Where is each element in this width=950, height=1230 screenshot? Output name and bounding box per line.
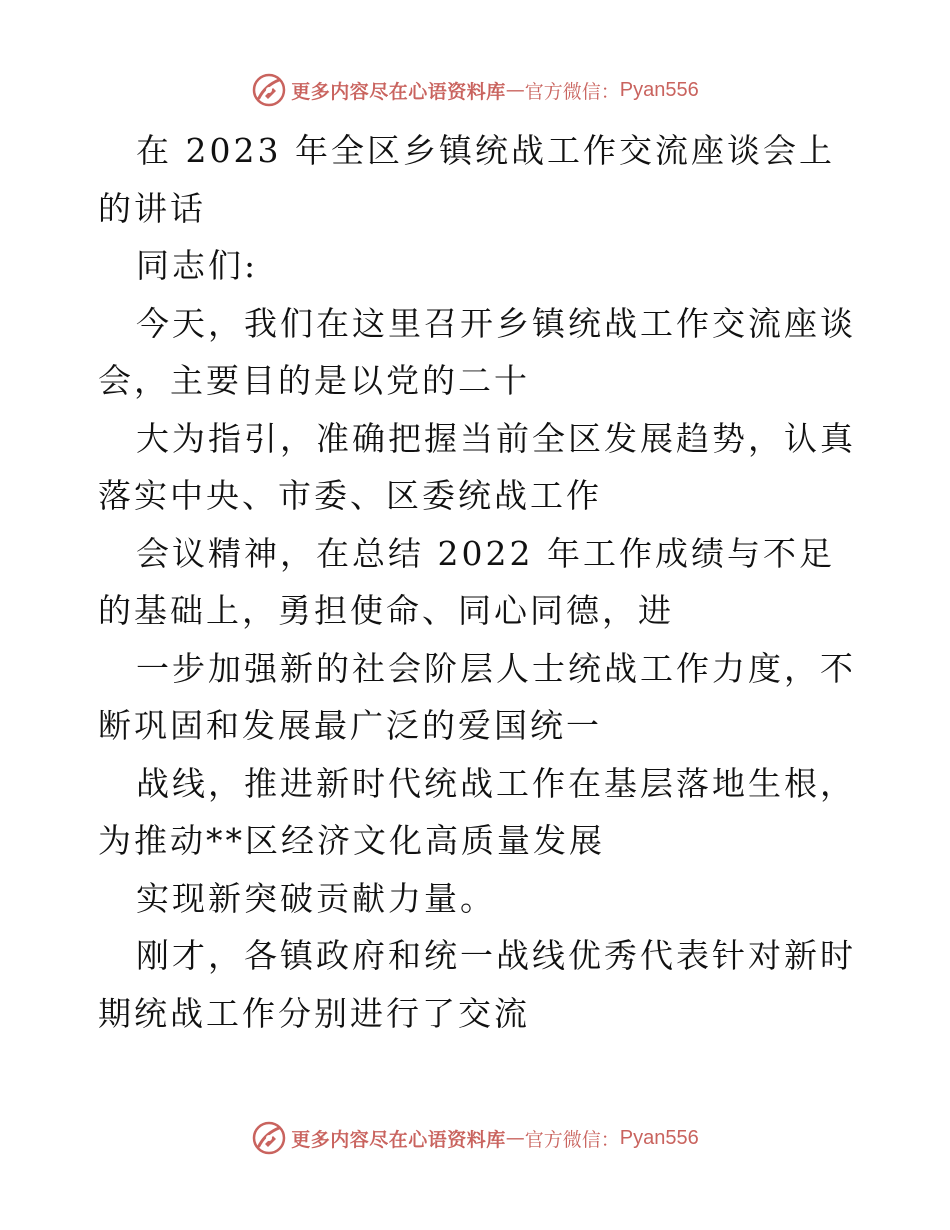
paragraph: 今天，我们在这里召开乡镇统战工作交流座谈会，主要目的是以党的二十 — [98, 303, 856, 400]
watermark-separator: — — [505, 79, 525, 101]
paragraph: 实现新突破贡献力量。 — [136, 878, 496, 918]
document-body — [98, 122, 858, 1042]
header-watermark — [0, 70, 950, 110]
pen-logo-icon — [251, 72, 287, 108]
footer-watermark-row — [251, 1120, 699, 1156]
paragraph: 大为指引，准确把握当前全区发展趋势，认真落实中央、市委、区委统战工作 — [98, 418, 856, 515]
paragraph: 一步加强新的社会阶层人士统战工作力度，不断巩固和发展最广泛的爱国统一 — [98, 648, 856, 745]
paragraph-salutation: 同志们: — [136, 246, 259, 285]
paragraph: 刚才，各镇政府和统一战线优秀代表针对新时期统战工作分别进行了交流 — [98, 936, 856, 1033]
watermark-wechat-id: Pyan556 — [619, 1126, 699, 1149]
watermark-text: 更多内容尽在心语资料库 — [291, 80, 506, 103]
paragraph: 战线，推进新时代统战工作在基层落地生根，为推动**区经济文化高质量发展 — [98, 763, 856, 860]
watermark-label: 官方微信： — [524, 1128, 620, 1151]
footer-watermark — [0, 1118, 950, 1158]
watermark-text: 更多内容尽在心语资料库 — [291, 1128, 506, 1151]
watermark-label: 官方微信： — [524, 80, 620, 103]
watermark-separator: — — [505, 1127, 525, 1149]
pen-logo-icon — [251, 1120, 287, 1156]
watermark-wechat-id: Pyan556 — [619, 78, 699, 101]
header-watermark-row — [251, 72, 699, 108]
paragraph: 会议精神，在总结 2022 年工作成绩与不足的基础上，勇担使命、同心同德，进 — [98, 533, 835, 630]
document-title: 在 2023 年全区乡镇统战工作交流座谈会上的讲话 — [98, 131, 835, 228]
